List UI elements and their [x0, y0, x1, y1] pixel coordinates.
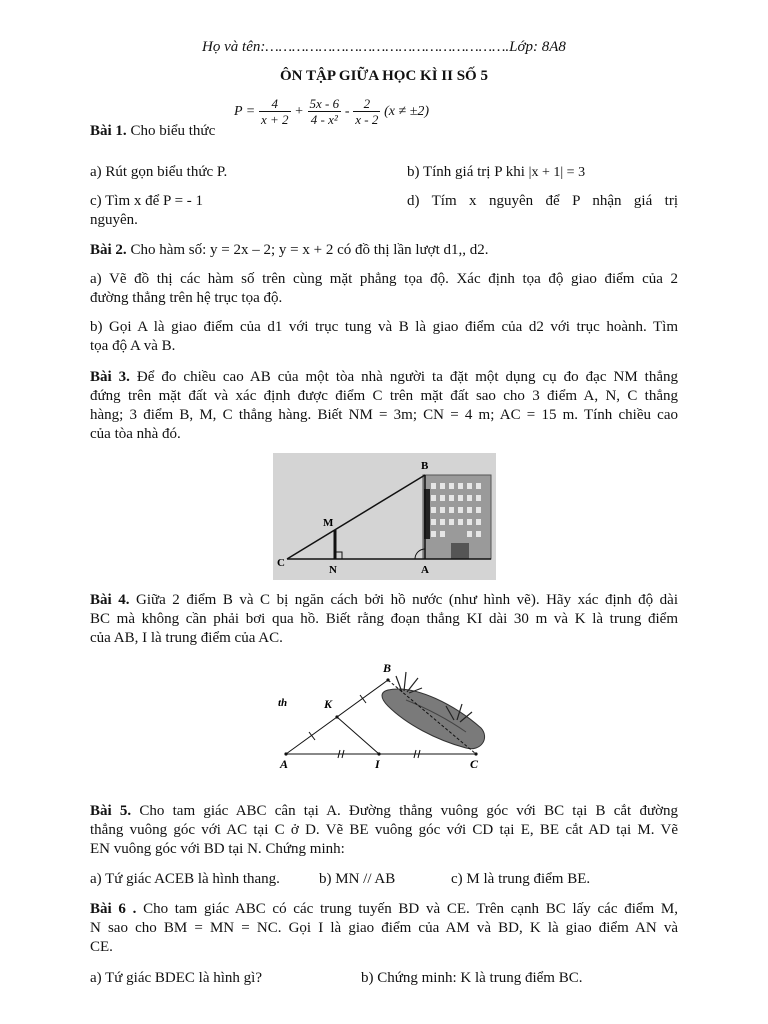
bai2-statement [90, 241, 678, 260]
bai6-line1: Bài 6 . Cho tam giác ABC có các trung tuyến BD và CE. Trên cạnh BC lấy các điểm M, [90, 901, 678, 917]
student-info-line: Họ và tên:……………………………………………….Lớp: 8A8 [202, 39, 566, 55]
bai1-part-b: b) Tính giá trị P khi |x + 1| = 3 [407, 164, 586, 180]
abs-value-expression: |x + 1| = 3 [528, 165, 586, 180]
bai6-line3: CE. [90, 939, 113, 955]
bai4-label: Bài 4. [90, 592, 130, 608]
label-m: M [323, 517, 334, 529]
label-a: A [421, 564, 429, 576]
bai1-intro-text: Cho biểu thức [130, 123, 216, 139]
bai3-line1: Bài 3. Để đo chiều cao AB của một tòa nhà người ta đặt một dụng cụ đo đạc NM thẳng [90, 369, 678, 385]
bai2-part-b-line1: b) Gọi A là giao điểm của d1 với trục tung và B là giao điểm của d2 với trục hoành. Tìm [90, 319, 678, 335]
label-n: N [329, 564, 337, 576]
building-door [451, 543, 469, 559]
bai1-label: Bài 1. [90, 123, 127, 139]
bai1-formula: P = $\frac{4}{x + 2}$ + $\frac{5x - 6}{\text{4 - x²}}$ - $\frac{2}{x - 2}$ (x ≠ ±2) [234, 96, 430, 127]
bai5-part-c: c) M là trung điểm BE. [451, 871, 591, 887]
formula-fraction-2: $\frac{5x - 6}{\text{4 - x²}}$ [309, 96, 340, 127]
bai2-text: Cho hàm số: y = 2x – 2; y = x + 2 có đồ thị lần lượt d1,, d2. [130, 242, 489, 258]
bai1-part-a: a) Rút gọn biểu thức P. [90, 164, 228, 180]
bai4-line2: BC mà không cần phải bơi qua hồ. Biết rằng đoạn thẳng KI dài 30 m và K là trung điểm [90, 611, 678, 627]
label-b: B [383, 661, 392, 675]
page-title: ÔN TẬP GIỮA HỌC KÌ II SỐ 5 [280, 68, 488, 84]
bai4-line1: Bài 4. Giữa 2 điểm B và C bị ngăn cách bởi hồ nước (như hình vẽ). Hãy xác định độ dài [90, 592, 678, 608]
bai2-label: Bài 2. [90, 242, 127, 258]
label-k: K [324, 697, 333, 711]
bai5-part-a: a) Tứ giác ACEB là hình thang. [90, 871, 280, 887]
bai1-part-c: c) Tìm x để P = - 1 [90, 193, 204, 209]
formula-lhs: P = [234, 103, 256, 119]
bai2-part-a-line1: a) Vẽ đồ thị các hàm số trên cùng mặt phẳng tọa độ. Xác định tọa độ giao điểm của 2 [90, 271, 678, 287]
bai5-line2: thẳng vuông góc với AC tại C ở D. Vẽ BE vuông góc với CD tại E, BE cắt AD tại M. Vẽ [90, 822, 678, 838]
bai6-part-a: a) Tứ giác BDEC là hình gì? [90, 970, 262, 986]
bai1-part-d-continued: nguyên. [90, 212, 138, 228]
bai4-line3: của AB, I là trung điểm của AC. [90, 630, 283, 646]
formula-fraction-1: $\frac{4}{x + 2}$ [261, 96, 289, 127]
bai5-label: Bài 5. [90, 803, 132, 819]
bai6-label: Bài 6 . [90, 901, 137, 917]
label-c: C [470, 757, 479, 771]
bai5-line1: Bài 5. Cho tam giác ABC cân tại A. Đường thẳng vuông góc với BC tại B cắt đường [90, 803, 679, 819]
building-height-figure [273, 453, 496, 580]
bai5-part-b: b) MN // AB [319, 871, 396, 887]
building-figure-svg [273, 453, 496, 580]
bai3-line2: đứng trên mặt đất và xác định được điểm C trên mặt đất sao cho 3 điểm A, N, C thẳng [90, 388, 678, 404]
bai5-line3: EN vuông góc với BD tại N. Chứng minh: [90, 841, 345, 857]
label-i: I [375, 757, 380, 771]
bai1-intro [90, 122, 215, 141]
bai2-part-b-line2: tọa độ A và B. [90, 338, 176, 354]
formula-condition: (x ≠ ±2) [384, 103, 430, 119]
bai3-label: Bài 3. [90, 369, 130, 385]
formula-fraction-3: $\frac{2}{x - 2}$ [355, 96, 379, 127]
lake-figure-svg [276, 656, 490, 774]
label-a: A [280, 757, 289, 771]
bai2-part-a-line2: đường thẳng trên hệ trục tọa độ. [90, 290, 283, 306]
lake-figure [276, 656, 490, 774]
label-c: C [277, 557, 285, 569]
bai6-line2: N sao cho BM = MN = NC. Gọi I là giao điểm của AM và BD, K là giao điểm AN và [90, 920, 678, 936]
bai6-part-b: b) Chứng minh: K là trung điểm BC. [361, 970, 583, 986]
bai1-part-d: d) Tím x nguyên để P nhận giá trị [407, 193, 678, 209]
label-th: th [278, 697, 288, 709]
bai3-line4: của tòa nhà đó. [90, 426, 181, 442]
bai3-line3: hàng; 3 điểm B, M, C thẳng hàng. Biết NM = 3m; CN = 4 m; AC = 15 m. Tính chiều cao [90, 407, 678, 423]
label-b: B [421, 460, 429, 472]
